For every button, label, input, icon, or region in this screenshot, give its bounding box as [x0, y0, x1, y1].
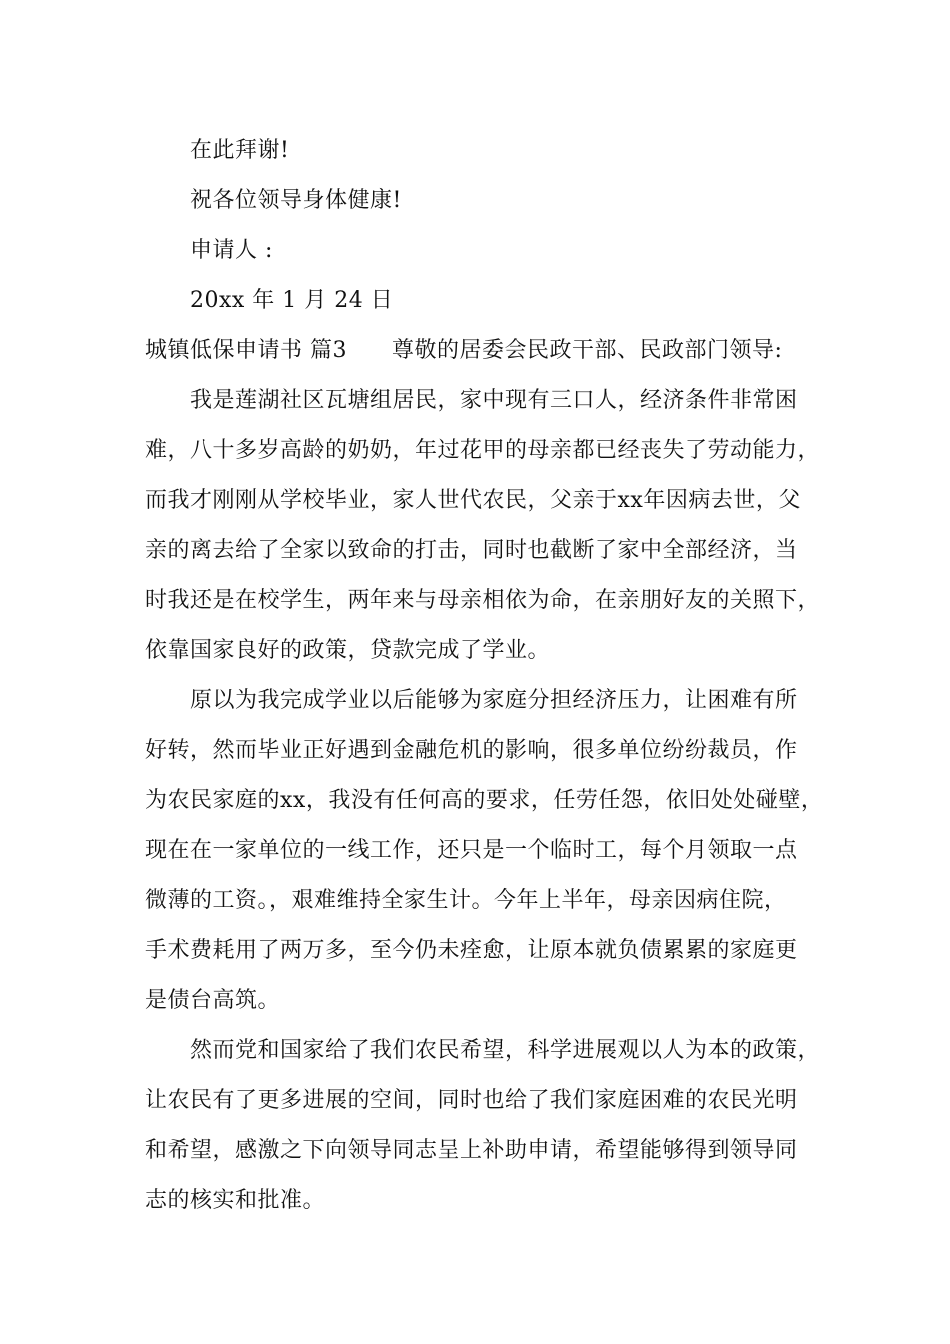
- paragraph-line: 而我才刚刚从学校毕业，家人世代农民，父亲于xx年因病去世，父: [145, 488, 801, 513]
- paragraph-line: 让农民有了更多进展的空间，同时也给了我们家庭困难的农民光明: [145, 1088, 798, 1113]
- section-heading: 城镇低保申请书 篇3 尊敬的居委会民政干部、民政部门领导:: [145, 338, 783, 363]
- paragraph-line: 时我还是在校学生，两年来与母亲相依为命，在亲朋好友的关照下，: [145, 588, 821, 613]
- paragraph-line: 现在在一家单位的一线工作，还只是一个临时工，每个月领取一点: [145, 838, 798, 863]
- applicant-label: 申请人 :: [190, 238, 273, 263]
- paragraph-line: 难，八十多岁高龄的奶奶，年过花甲的母亲都已经丧失了劳动能力，: [145, 438, 821, 463]
- paragraph-line: 和希望，感激之下向领导同志呈上补助申请，希望能够得到领导同: [145, 1138, 798, 1163]
- paragraph-line: 是债台高筑。: [145, 988, 281, 1013]
- paragraph-line: 依靠国家良好的政策，贷款完成了学业。: [145, 638, 551, 663]
- closing-thanks: 在此拜谢!: [190, 138, 290, 163]
- paragraph-line: 我是莲湖社区瓦塘组居民，家中现有三口人，经济条件非常困: [190, 388, 798, 413]
- paragraph-line: 为农民家庭的xx，我没有任何高的要求，任劳任怨，依旧处处碰壁，: [145, 788, 824, 813]
- closing-wishes: 祝各位领导身体健康!: [190, 188, 402, 213]
- paragraph-line: 手术费耗用了两万多，至今仍未痊愈，让原本就负债累累的家庭更: [145, 938, 798, 963]
- paragraph-line: 亲的离去给了全家以致命的打击，同时也截断了家中全部经济，当: [145, 538, 798, 563]
- paragraph-line: 原以为我完成学业以后能够为家庭分担经济压力，让困难有所: [190, 688, 798, 713]
- paragraph-line: 然而党和国家给了我们农民希望，科学进展观以人为本的政策，: [190, 1038, 821, 1063]
- paragraph-line: 好转，然而毕业正好遇到金融危机的影响，很多单位纷纷裁员，作: [145, 738, 798, 763]
- date-line: 20xx 年 1 月 24 日: [190, 288, 394, 313]
- paragraph-line: 志的核实和批准。: [145, 1188, 326, 1213]
- paragraph-line: 微薄的工资。，艰难维持全家生计。今年上半年，母亲因病住院，: [145, 888, 787, 913]
